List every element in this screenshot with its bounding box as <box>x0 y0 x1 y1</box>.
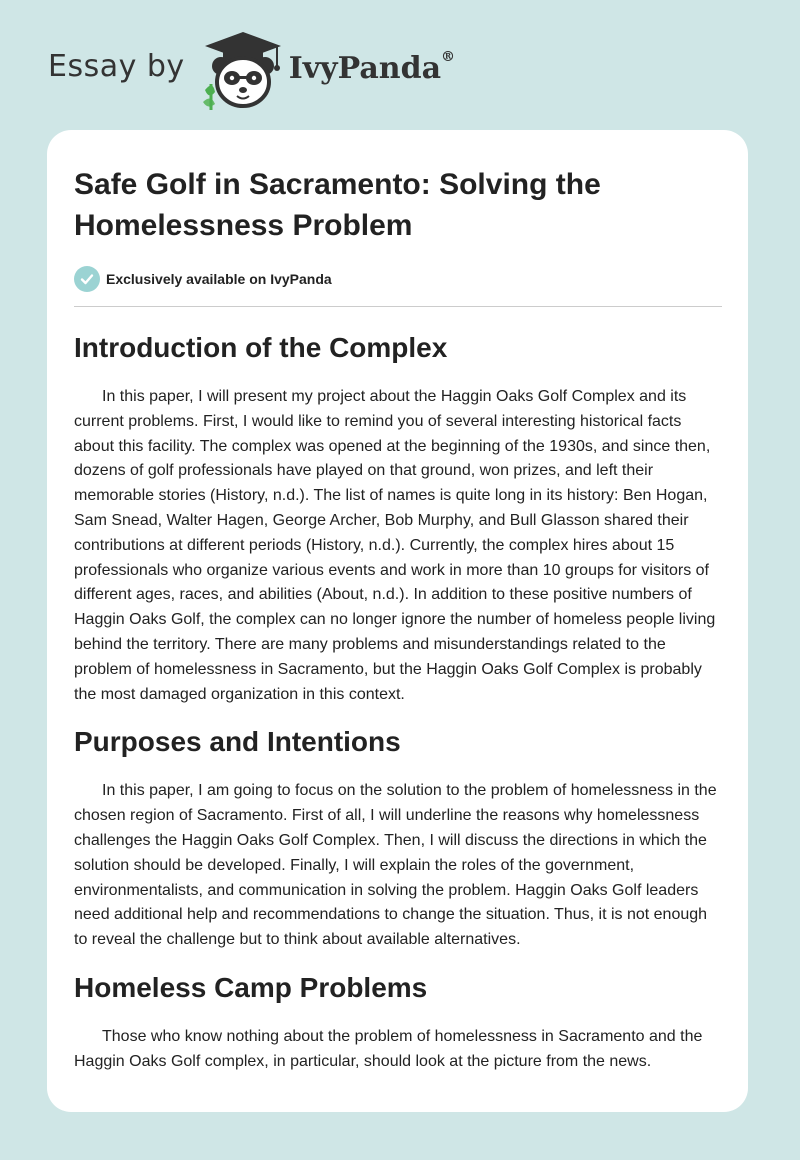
section-homeless-camp <box>74 971 722 1075</box>
section-paragraph: In this paper, I am going to focus on the solution to the problem of homelessness in the chosen region of Sacramento. First of all, I will underline the reasons why homelessness challenges the Haggin Oaks Golf Complex. Then, I will discuss the directions in which the solution should be developed. Finally, I will explain the roles of the government, environmentalists, and communication in solving the problem. Haggin Oaks Golf leaders need additional help and recommendations to change the situation. Thus, it is not enough to reveal the challenge but to think about available alternatives. <box>74 782 717 949</box>
section-paragraph: In this paper, I will present my project about the Haggin Oaks Golf Complex and its current problems. First, I would like to remind you of several interesting historical facts about this facility. The complex was opened at the beginning of the 1930s, and since then, dozens of golf professionals have played on that ground, won prizes, and left their memorable stories (History, n.d.). The list of names is quite long in its history: Ben Hogan, Sam Snead, Walter Hagen, George Archer, Bob Murphy, and Bull Glasson shared their contributions at different periods (History, n.d.). Currently, the complex hires about 15 professionals who organize various events and work in more than 10 groups for visitors of different ages, races, and abilities (About, n.d.). In addition to these positive numbers of Haggin Oaks Golf, the complex can no longer ignore the number of homeless people living behind the territory. There are many problems and misunderstandings related to the problem of homelessness in Sacramento, but the Haggin Oaks Golf Complex is probably the most damaged organization in this context. <box>74 388 716 703</box>
registered-mark: ® <box>441 48 456 65</box>
site-header <box>48 30 508 110</box>
section-heading: Introduction of the Complex <box>74 332 448 363</box>
page-title: Safe Golf in Sacramento: Solving the Homelessness Problem <box>74 168 601 242</box>
brand-text: IvyPanda <box>288 50 442 86</box>
section-heading: Homeless Camp Problems <box>74 971 428 1003</box>
section-heading: Purposes and Intentions <box>74 726 401 758</box>
brand-name <box>288 48 456 86</box>
exclusive-badge <box>74 266 722 292</box>
essay-by-label: Essay by <box>48 48 185 84</box>
divider <box>74 306 722 307</box>
exclusive-label: Exclusively available on IvyPanda <box>106 271 332 287</box>
section-introduction <box>74 331 722 707</box>
essay-card <box>47 130 748 1112</box>
checkmark-icon <box>74 266 100 292</box>
panda-logo-icon[interactable] <box>199 30 285 110</box>
section-paragraph: Those who know nothing about the problem of homelessness in Sacramento and the Haggin Oaks Golf complex, in particular, should look at the picture from the news. <box>74 1027 703 1070</box>
section-purposes <box>74 725 722 953</box>
